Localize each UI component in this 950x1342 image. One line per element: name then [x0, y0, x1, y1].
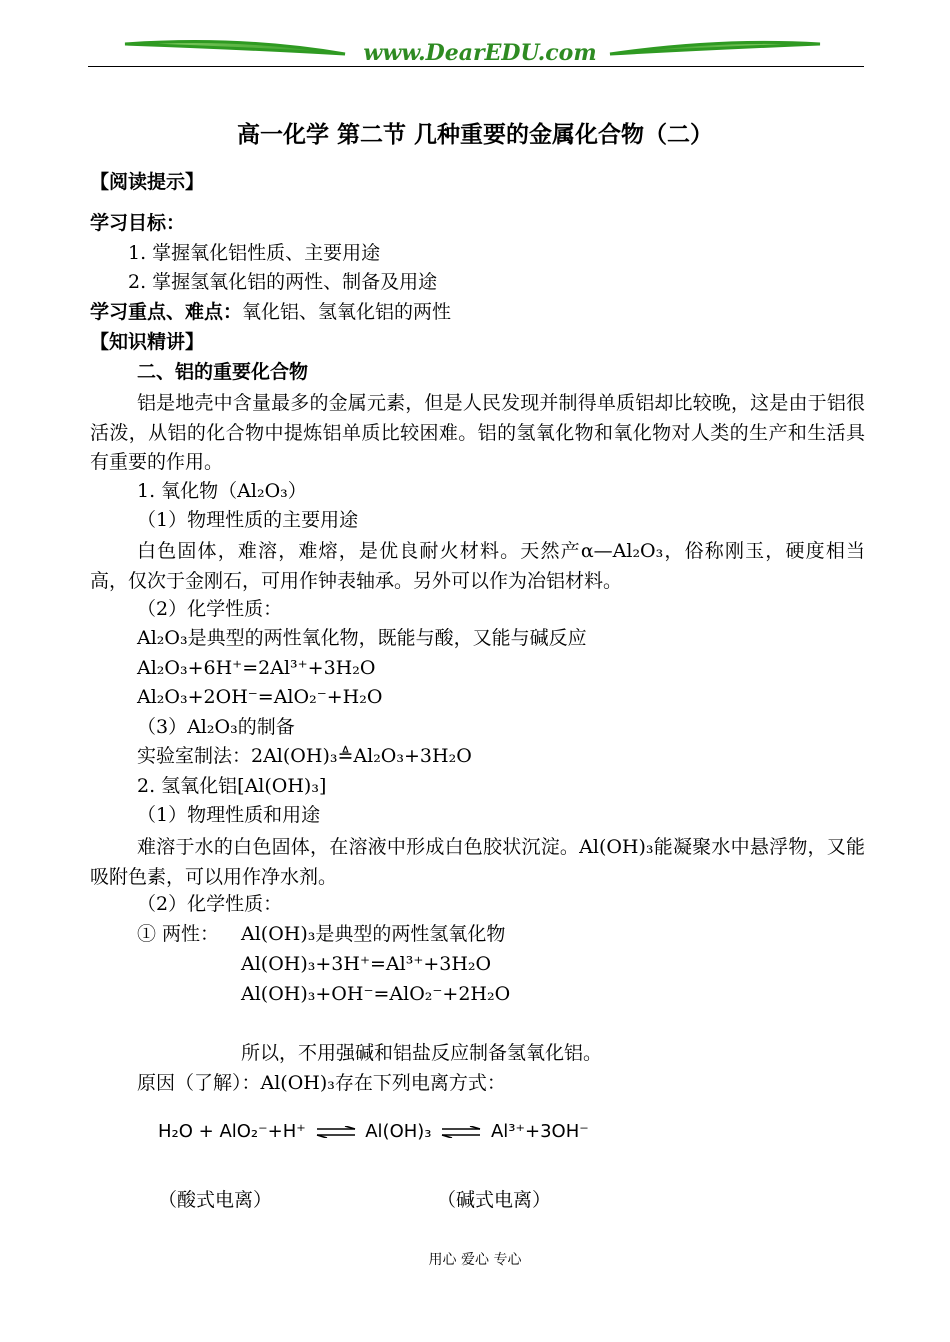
page-title: 高一化学 第二节 几种重要的金属化合物（二）: [236, 122, 713, 148]
focus-line: [90, 300, 451, 324]
ionization-right: Al³⁺+3OH⁻: [490, 1121, 589, 1142]
goal-item: 2. 掌握氢氧化铝的两性、制备及用途: [128, 271, 438, 293]
goal-item: 1. 掌握氧化铝性质、主要用途: [128, 242, 381, 264]
hydroxide-physical-text: 难溶于水的白色固体，在溶液中形成白色胶状沉淀。Al(OH)₃能凝聚水中悬浮物，又能吸附色素，可以用作净水剂。: [90, 836, 865, 888]
focus-text: 氧化铝、氢氧化铝的两性: [242, 301, 452, 323]
oxide-prep-text: 实验室制法：2Al(OH)₃≜Al₂O₃+3H₂O: [137, 745, 472, 767]
oxide-heading: 1. 氧化物（Al₂O₃）: [137, 480, 307, 502]
header-rule: [88, 66, 864, 67]
oxide-equation-base: Al₂O₃+2OH⁻=AlO₂⁻+H₂O: [137, 686, 383, 708]
focus-heading: 学习重点、难点：: [90, 301, 243, 323]
goals-heading: 学习目标：: [90, 212, 186, 234]
hydroxide-physical-heading: （1）物理性质和用途: [137, 804, 321, 826]
hydroxide-chemical-heading: （2）化学性质：: [137, 893, 283, 915]
oxide-equation-acid: Al₂O₃+6H⁺=2Al³⁺+3H₂O: [137, 657, 376, 679]
reading-tip-label: 【阅读提示】: [90, 171, 205, 193]
equilibrium-arrow-icon: [440, 1126, 482, 1138]
section-heading: 二、铝的重要化合物: [137, 361, 309, 383]
ionization-equation: [158, 1119, 589, 1145]
hydroxide-equation-acid: Al(OH)₃+3H⁺=Al³⁺+3H₂O: [241, 953, 492, 975]
equilibrium-arrow-icon: [315, 1126, 357, 1138]
base-ionization-label: （碱式电离）: [437, 1189, 552, 1211]
oxide-physical-text: 白色固体，难溶，难熔，是优良耐火材料。天然产α—Al₂O₃，俗称刚玉，硬度相当高，仅次于金刚石，可用作钟表轴承。另外可以作为冶铝材料。: [90, 540, 865, 592]
oxide-chemical-heading: （2）化学性质：: [137, 598, 283, 620]
amphoteric-label: ① 两性：: [137, 923, 220, 945]
ionization-left: H₂O + AlO₂⁻+H⁺: [158, 1121, 306, 1142]
page-footer: 用心 爱心 专心: [428, 1252, 522, 1268]
amphoteric-text: Al(OH)₃是典型的两性氢氧化物: [241, 923, 506, 945]
oxide-prep-heading: （3）Al₂O₃的制备: [137, 716, 295, 738]
knowledge-label: 【知识精讲】: [90, 331, 205, 353]
conclusion-text: 所以，不用强碱和铝盐反应制备氢氧化铝。: [241, 1042, 603, 1064]
hydroxide-equation-base: Al(OH)₃+OH⁻=AlO₂⁻+2H₂O: [241, 983, 511, 1005]
reason-text: 原因（了解）：Al(OH)₃存在下列电离方式：: [137, 1072, 506, 1094]
ionization-middle: Al(OH)₃: [365, 1121, 432, 1142]
logo-text: www.DearEDU.com: [363, 40, 597, 66]
oxide-physical-heading: （1）物理性质的主要用途: [137, 509, 359, 531]
header-logo: [120, 30, 840, 80]
oxide-chemical-text: Al₂O₃是典型的两性氧化物，既能与酸，又能与碱反应: [137, 627, 587, 649]
hydroxide-heading: 2. 氢氧化铝[Al(OH)₃]: [137, 775, 327, 797]
acid-ionization-label: （酸式电离）: [158, 1189, 273, 1211]
intro-paragraph: 铝是地壳中含量最多的金属元素，但是人民发现并制得单质铝却比较晚，这是由于铝很活泼，从铝的化合物中提炼铝单质比较困难。铝的氢氧化物和氧化物对人类的生产和生活具有重要的作用。: [90, 392, 865, 473]
